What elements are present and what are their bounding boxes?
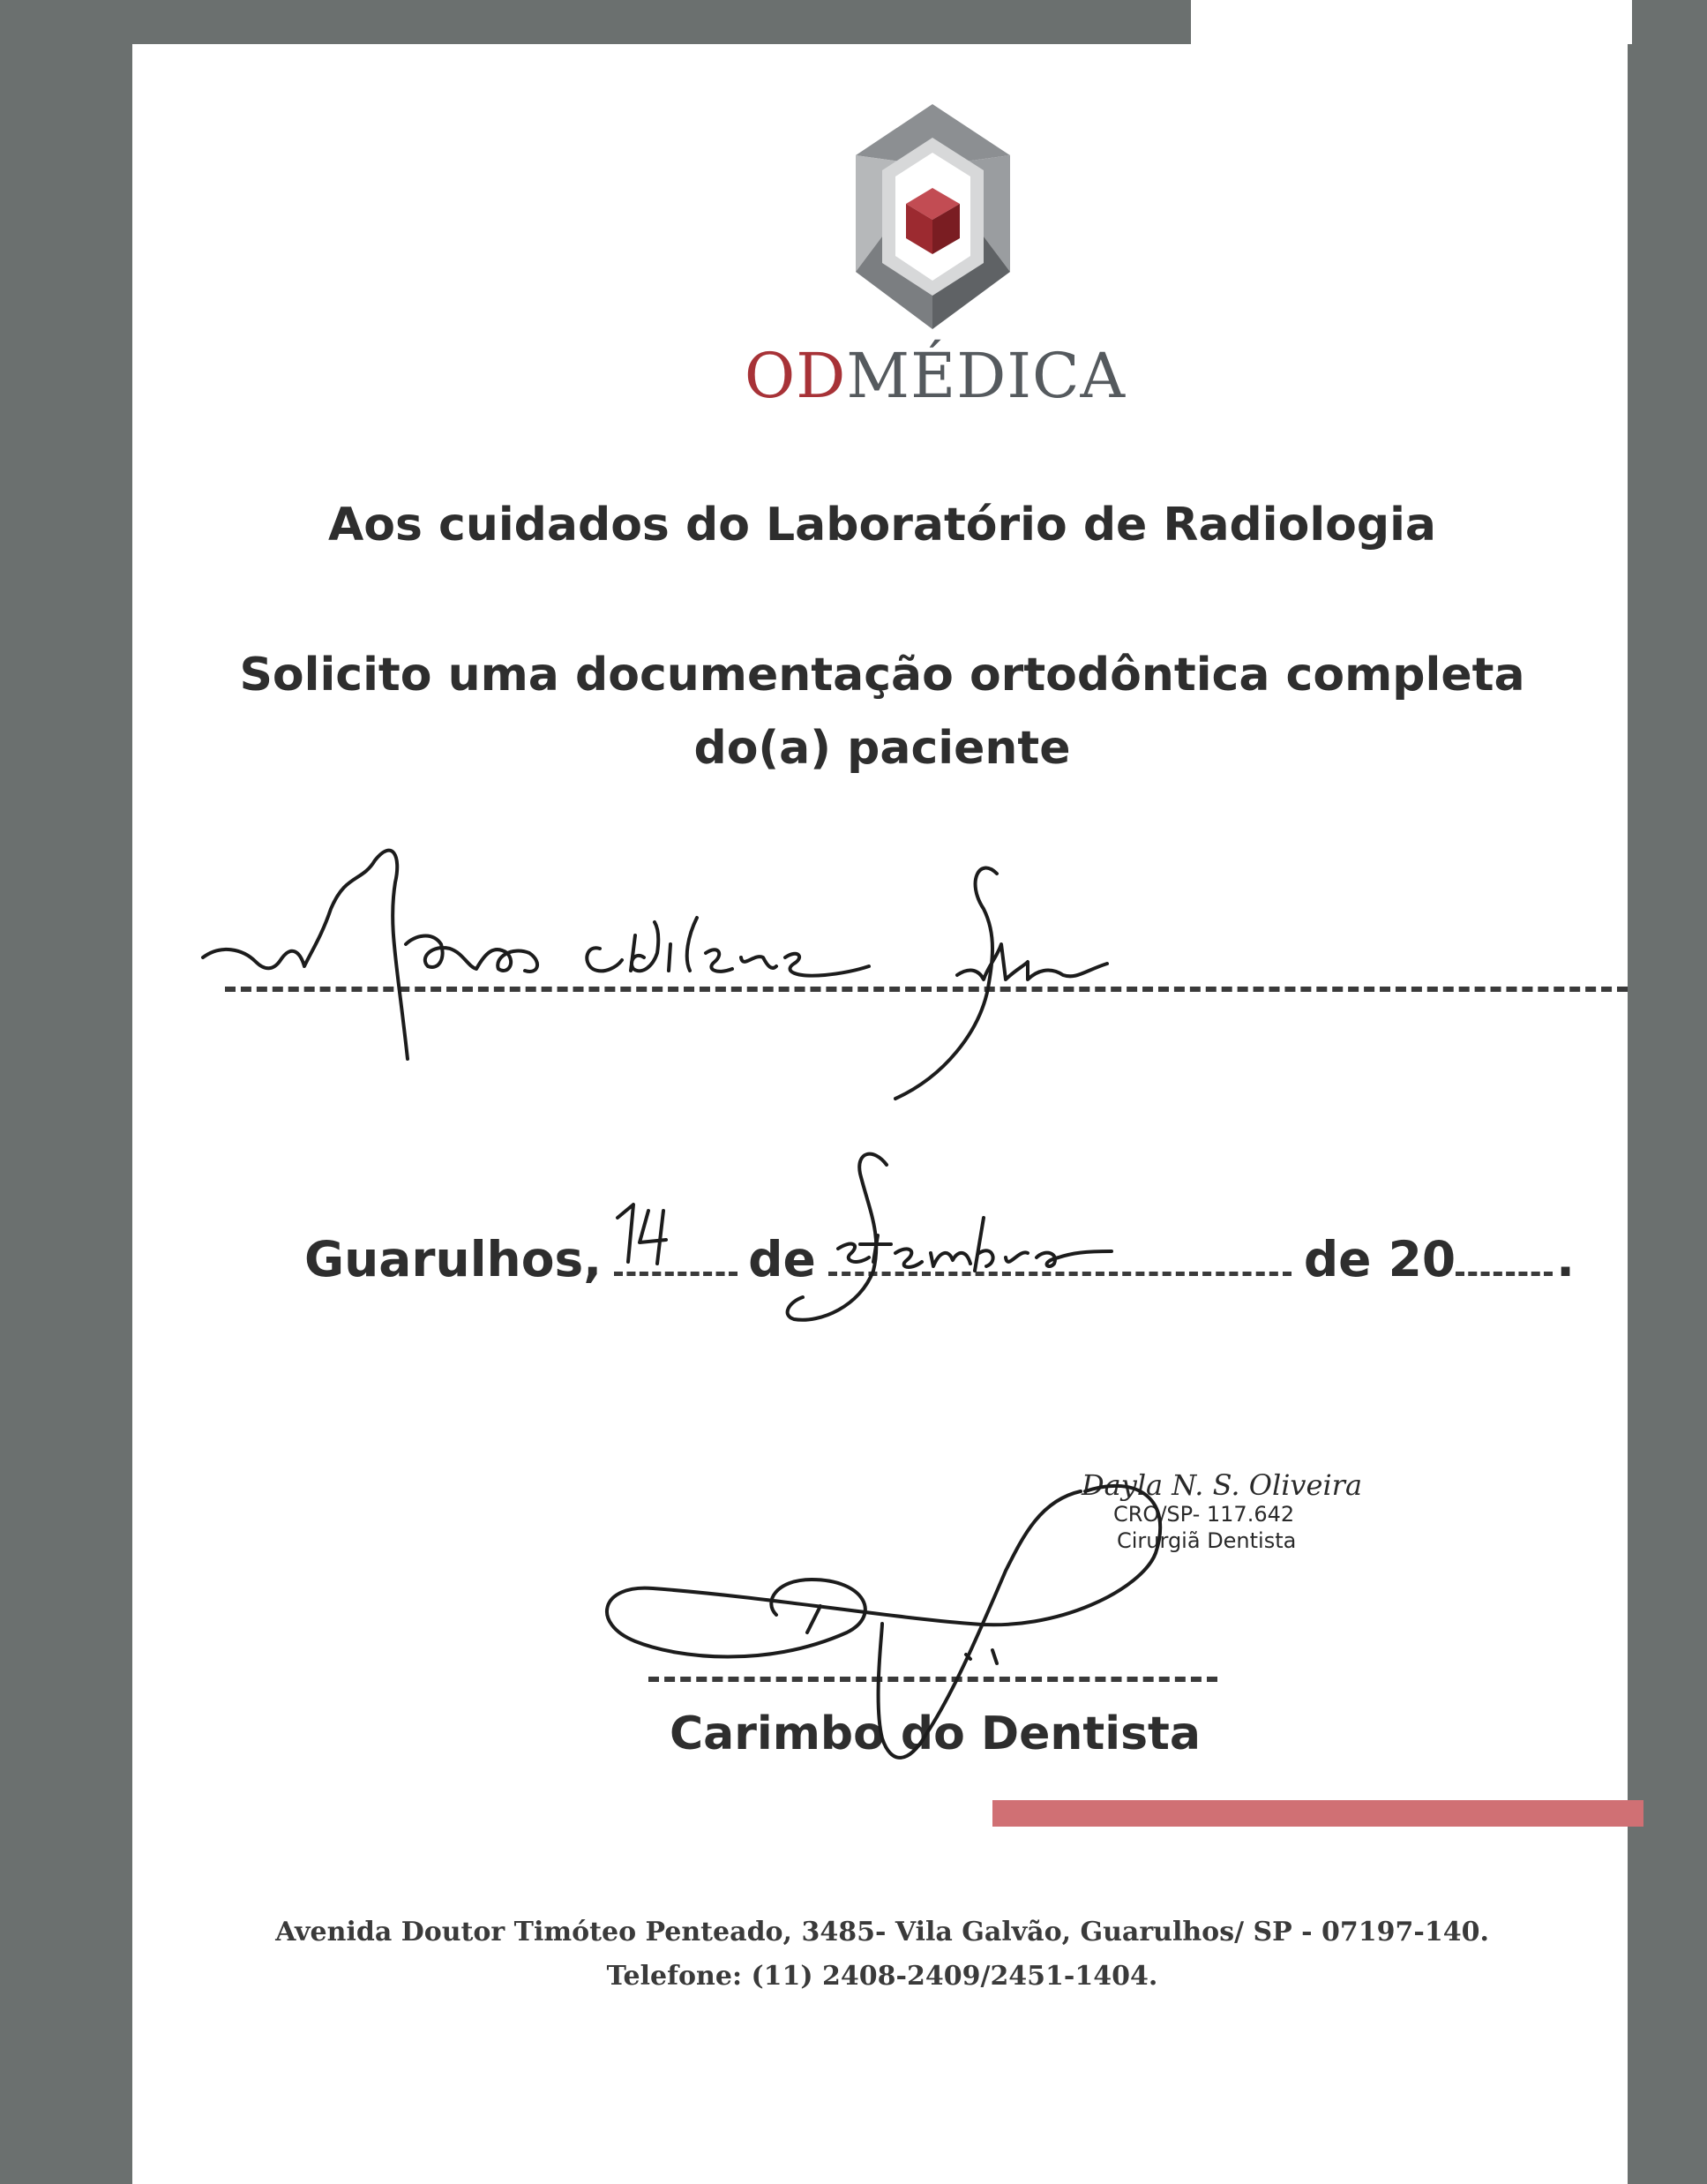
year-blank [1456, 1236, 1553, 1276]
attention-heading: Aos cuidados do Laboratório de Radiologia [327, 499, 1437, 552]
scanner-edge [1628, 44, 1707, 2184]
date-line [304, 1231, 1576, 1287]
signature-caption: Carimbo do Dentista [669, 1707, 1202, 1760]
date-de-year: de 20 [1303, 1231, 1456, 1287]
request-heading-line1: Solicito uma documentação ortodôntica completa [239, 649, 1525, 702]
stamp-name: Dayla N. S. Oliveira [1082, 1468, 1363, 1502]
date-de-1: de [748, 1231, 816, 1287]
footer-address: Avenida Doutor Timóteo Penteado, 3485- Vila Galvão, Guarulhos/ SP - 07197-140. [275, 1917, 1489, 1948]
stamp-cro: CRO/SP- 117.642 [1113, 1502, 1295, 1527]
dentist-stamp [1076, 1469, 1367, 1554]
patient-name-line [225, 987, 1628, 992]
month-blank [828, 1236, 1291, 1276]
stamp-role: Cirurgiã Dentista [1117, 1528, 1297, 1553]
day-blank [614, 1236, 737, 1276]
red-accent-bar [992, 1800, 1643, 1827]
signature-line [648, 1677, 1217, 1682]
request-heading-line2: do(a) paciente [693, 722, 1071, 775]
hexagon-cube-logo [856, 104, 1010, 329]
footer-telephone: Telefone: (11) 2408-2409/2451-1404. [606, 1961, 1158, 1992]
date-city: Guarulhos, [304, 1231, 603, 1287]
brand-name-prefix: OD [744, 340, 847, 412]
brand-name [618, 340, 1253, 412]
brand-name-suffix: MÉDICA [846, 340, 1127, 412]
date-period: . [1556, 1231, 1576, 1287]
